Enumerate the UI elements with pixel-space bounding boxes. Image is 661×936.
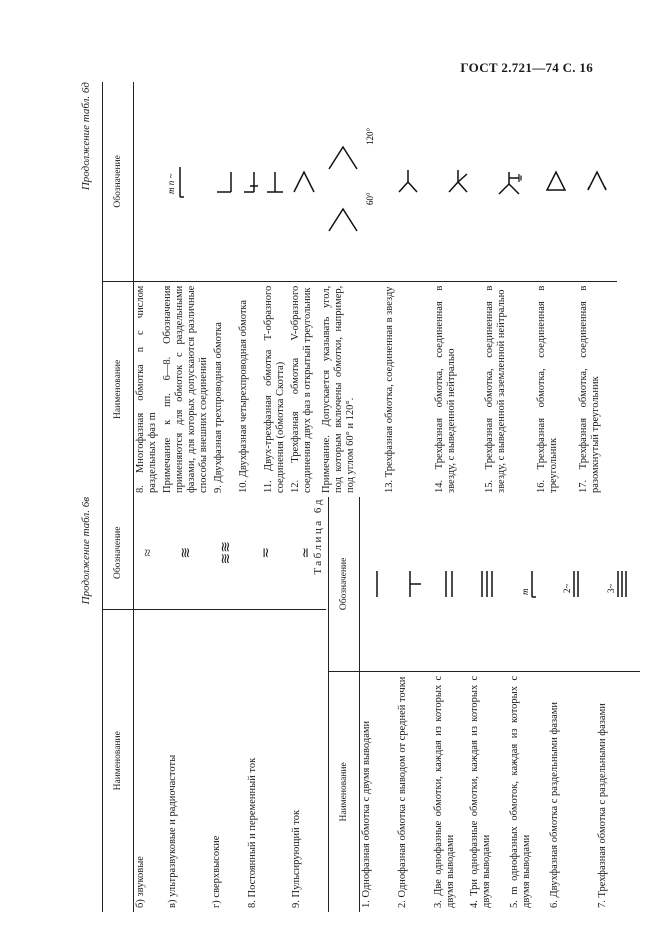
- three-phase-split-symbol: [596, 497, 640, 671]
- col-header-name: Наименование: [103, 281, 134, 497]
- row-name: 6. Двухфазная обмотка с раздельными фазами: [548, 701, 560, 908]
- table-6v-continuation-caption: Продолжение табл. 6в: [80, 497, 92, 605]
- row-name: 8. Многофазная обмотка n с числом раздельных фаз m: [135, 285, 158, 493]
- star-neutral-symbol: [433, 82, 483, 281]
- three-phase-label: 3~: [606, 583, 616, 593]
- row-name: 10. Двухфазная четырехпроводная обмотка: [238, 299, 249, 493]
- col-header-symbol: Обозначение: [103, 82, 134, 281]
- table-row: [262, 82, 289, 497]
- sym-approx-2: ≋: [166, 497, 210, 609]
- table-row: [212, 82, 237, 497]
- col-header-symbol: Обозначение: [329, 497, 360, 671]
- table-row: [320, 82, 383, 497]
- angle-120-label: 120°: [365, 128, 375, 146]
- row-name: 11. Двух-трехфазная обмотка Т-образного соединения (обмотка Скотта): [263, 285, 286, 493]
- table-row: [508, 497, 548, 912]
- row-name: 15. Трехфазная обмотка, соединенная в звезду, с выведенной заземленной нейтралью: [484, 285, 507, 493]
- page-header: ГОСТ 2.721—74 С. 16: [460, 60, 593, 75]
- table-row: [383, 82, 433, 497]
- table-row: [360, 497, 396, 912]
- table-6d-title: Таблица 6д: [312, 497, 324, 575]
- row-name: 17. Трехфазная обмотка, соединенная в разомкнутый треугольник: [578, 285, 601, 493]
- row-note: Примечание к пп. 6—8. Обозначения применяются для обмоток с раздельными фазами, для которых допускаются различные способы внешних соединений: [162, 285, 209, 493]
- two-phase-three-wire-symbol: [212, 82, 237, 281]
- multiphase-winding-symbol: [134, 82, 213, 281]
- table-6d-continuation-caption: Продолжение табл. 6д: [80, 82, 92, 191]
- winding-1-symbol: [360, 497, 396, 671]
- star-winding-symbol: [383, 82, 433, 281]
- star-grounded-neutral-symbol: [483, 82, 535, 281]
- table-6v-continuation: [102, 497, 326, 912]
- row-name: 3. Две однофазные обмотки, каждая из которых с двумя выводами: [432, 675, 456, 908]
- table-row: [134, 82, 162, 497]
- sym-approx-1: ≈: [134, 497, 166, 609]
- table-row: [210, 497, 246, 912]
- scott-t-winding-symbol: [262, 82, 289, 281]
- table-row: [289, 82, 320, 497]
- row-name: г) сверхвысокие: [210, 835, 222, 908]
- open-delta-angles-symbol: [320, 82, 383, 281]
- right-section: [80, 82, 640, 497]
- table-row: [432, 497, 468, 912]
- table-row: [577, 82, 617, 497]
- m-label: m: [520, 588, 530, 595]
- row-name: 14. Трехфазная обмотка, соединенная в звезду, с выведенной нейтралью: [434, 285, 457, 493]
- sym-dc-ac: ≂: [246, 497, 290, 609]
- open-delta-winding-symbol: [577, 82, 617, 281]
- row-name: 2. Однофазная обмотка с выводом от средней точки: [396, 676, 408, 908]
- open-delta-symbol: [289, 82, 320, 281]
- col-header-name: Наименование: [329, 671, 360, 912]
- row-name: б) звуковые: [135, 856, 146, 908]
- table-row: [134, 497, 166, 912]
- row-name: 9. Двухфазная трехпроводная обмотка: [213, 322, 224, 493]
- row-name: 8. Постоянный и переменный ток: [246, 757, 258, 908]
- table-row: [237, 82, 262, 497]
- sym-pulsing: ≃: [290, 497, 326, 609]
- delta-winding-symbol: [535, 82, 577, 281]
- row-name: 9. Пульсирующий ток: [290, 809, 302, 908]
- row-name: 5. m однофазных обмоток, каждая из которых с двумя выводами: [508, 675, 532, 908]
- two-windings-symbol: [432, 497, 468, 671]
- table-row: [468, 497, 508, 912]
- m-windings-symbol: [508, 497, 548, 671]
- sym-approx-3: ≋≋: [210, 497, 246, 609]
- table-row: [535, 82, 577, 497]
- mn-label: m n ~: [165, 173, 176, 195]
- row-note: Примечание. Допускается указывать угол, под которым включены обмотки, например, под углом 60° и 120°.: [321, 285, 356, 493]
- winding-center-tap-symbol: [396, 497, 432, 671]
- table-row: [246, 497, 290, 912]
- table-row: [548, 497, 596, 912]
- table-6d-continuation: [102, 82, 617, 497]
- row-name: 4. Три однофазные обмотки, каждая из которых с двумя выводами: [468, 675, 492, 908]
- table-row: [596, 497, 640, 912]
- two-phase-four-wire-symbol: [237, 82, 262, 281]
- table-row: [166, 497, 210, 912]
- row-name: 7. Трехфазная обмотка с раздельными фазами: [596, 703, 608, 908]
- rotated-page-content: [80, 82, 640, 912]
- row-name: в) ультразвуковые и радиочастоты: [166, 754, 178, 908]
- col-header-name: Наименование: [103, 609, 134, 912]
- table-row: [483, 82, 535, 497]
- two-phase-split-symbol: [548, 497, 596, 671]
- row-name: 13. Трехфазная обмотка, соединенная в звезду: [384, 286, 395, 493]
- table-row: [396, 497, 432, 912]
- row-name: 12. Трехфазная обмотка V-образного соединения двух фаз в открытый треугольник: [290, 285, 313, 493]
- row-name: 1. Однофазная обмотка с двумя выводами: [361, 720, 372, 908]
- table-6d: [328, 497, 640, 912]
- col-header-symbol: Обозначение: [103, 497, 134, 609]
- left-section: [80, 497, 640, 912]
- three-windings-symbol: [468, 497, 508, 671]
- two-phase-label: 2~: [562, 583, 572, 593]
- angle-60-label: 60°: [365, 192, 375, 206]
- table-row: [433, 82, 483, 497]
- row-name: 16. Трехфазная обмотка, соединенная в треугольник: [536, 285, 559, 493]
